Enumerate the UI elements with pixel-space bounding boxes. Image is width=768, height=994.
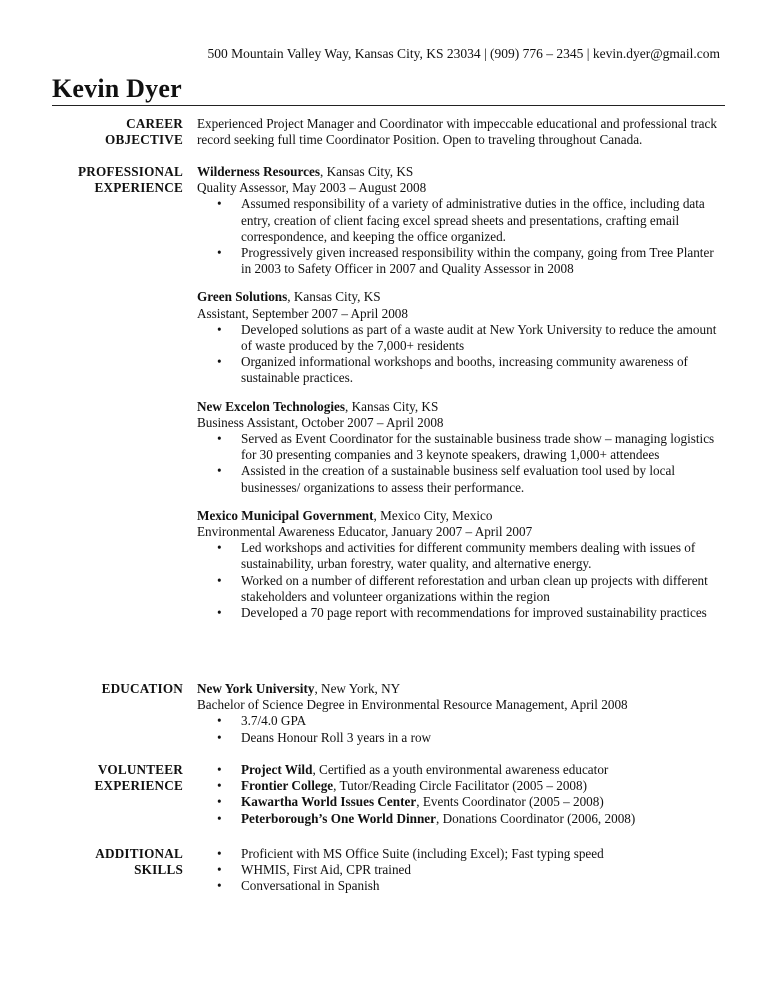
job-org: Green Solutions xyxy=(197,289,288,305)
skills-list xyxy=(197,846,723,895)
bullet-icon: • xyxy=(217,729,222,745)
list-item xyxy=(197,605,723,621)
skills-label-line1: ADDITIONAL xyxy=(95,846,183,861)
header-divider xyxy=(52,105,725,106)
bullet-icon: • xyxy=(217,540,222,556)
bullet-icon: • xyxy=(217,354,222,370)
bullet-icon: • xyxy=(217,778,222,794)
bullet-icon: • xyxy=(217,713,222,729)
job-heading xyxy=(197,164,723,180)
job-role: Environmental Awareness Educator, January 2007 – April 2007 xyxy=(197,524,533,540)
school-heading xyxy=(197,681,723,697)
list-item xyxy=(197,878,723,894)
job-bullets xyxy=(197,196,723,277)
experience-label-line2: EXPERIENCE xyxy=(94,180,183,195)
education-section xyxy=(197,681,723,746)
volunteer-detail: , Donations Coordinator (2006, 2008) xyxy=(436,810,636,826)
skills-label-line2: SKILLS xyxy=(134,862,183,877)
education-label xyxy=(40,681,183,697)
candidate-name: Kevin Dyer xyxy=(52,74,182,103)
job-heading xyxy=(197,399,723,415)
experience-section xyxy=(197,164,723,621)
job-location: , Kansas City, KS xyxy=(287,289,381,305)
job-location: , Kansas City, KS xyxy=(319,164,414,179)
bullet-text: Progressively given increased responsibility within the company, going from Tree Planter in 2003 to Safety Officer in 2007 and Quality Assessor in 2008 xyxy=(241,245,714,277)
list-item xyxy=(197,196,723,245)
job-bullets xyxy=(197,431,723,496)
job-org: Wilderness Resources xyxy=(197,164,320,179)
volunteer-org: Frontier College xyxy=(241,778,334,794)
volunteer-detail: , Events Coordinator (2005 – 2008) xyxy=(416,794,604,810)
objective-section xyxy=(197,116,723,148)
list-item xyxy=(197,778,723,794)
job-org: Mexico Municipal Government xyxy=(197,507,374,523)
bullet-icon: • xyxy=(217,794,222,810)
job-role: Business Assistant, October 2007 – April 2008 xyxy=(197,414,444,430)
volunteer-list xyxy=(197,762,723,827)
job-entry xyxy=(197,399,723,496)
volunteer-section xyxy=(197,762,723,827)
bullet-icon: • xyxy=(217,605,222,621)
list-item xyxy=(197,354,723,386)
list-item xyxy=(197,846,723,862)
objective-label-line2: OBJECTIVE xyxy=(104,132,183,147)
bullet-icon: • xyxy=(217,572,222,588)
job-entry xyxy=(197,508,723,621)
school-name: New York University xyxy=(197,681,315,696)
objective-text: Experienced Project Manager and Coordinator with impeccable educational and professional track record seeking full time Coordinator Position. Open to traveling throughout Canada. xyxy=(197,116,717,148)
list-item xyxy=(197,463,723,495)
bullet-icon: • xyxy=(217,810,222,826)
job-role: Quality Assessor, May 2003 – August 2008 xyxy=(197,180,427,196)
bullet-text: Deans Honour Roll 3 years in a row xyxy=(241,729,432,745)
list-item xyxy=(197,573,723,605)
job-bullets xyxy=(197,322,723,387)
volunteer-org: Kawartha World Issues Center xyxy=(241,794,417,810)
job-location: , Mexico City, Mexico xyxy=(373,507,493,523)
bullet-text: Served as Event Coordinator for the sustainable business trade show – managing logistics for 30 presenting companies and 3 keynote speakers, drawing 1,000+ attendees xyxy=(241,431,715,463)
bullet-text: Conversational in Spanish xyxy=(241,878,380,894)
bullet-icon: • xyxy=(217,878,222,894)
bullet-text: Led workshops and activities for different community members dealing with issues of sustainability, urban forestry, water quality, and alternative energy. xyxy=(241,540,696,572)
list-item xyxy=(197,540,723,572)
bullet-icon: • xyxy=(217,463,222,479)
job-heading xyxy=(197,508,723,524)
volunteer-label-line1: VOLUNTEER xyxy=(97,762,183,777)
objective-label xyxy=(40,116,183,148)
job-bullets xyxy=(197,540,723,621)
volunteer-label xyxy=(40,762,183,794)
bullet-text: Developed a 70 page report with recommendations for improved sustainability practices xyxy=(241,605,707,621)
list-item xyxy=(197,245,723,277)
volunteer-detail: , Tutor/Reading Circle Facilitator (2005 – 2008) xyxy=(333,778,588,794)
education-label-text: EDUCATION xyxy=(101,681,183,696)
list-item xyxy=(197,730,723,746)
list-item xyxy=(197,322,723,354)
volunteer-label-line2: EXPERIENCE xyxy=(94,778,183,793)
bullet-text: WHMIS, First Aid, CPR trained xyxy=(241,862,411,878)
contact-line: 500 Mountain Valley Way, Kansas City, KS 23034 | (909) 776 – 2345 | kevin.dyer@gmail.com xyxy=(207,46,720,61)
job-heading xyxy=(197,289,723,305)
bullet-icon: • xyxy=(217,321,222,337)
volunteer-detail: , Certified as a youth environmental awareness educator xyxy=(312,762,609,777)
volunteer-org: Project Wild xyxy=(241,762,313,777)
bullet-text: Worked on a number of different reforestation and urban clean up projects with different stakeholders and volunteer organizations within the region xyxy=(241,572,708,604)
skills-label xyxy=(40,846,183,878)
bullet-icon: • xyxy=(217,762,222,777)
bullet-text: Proficient with MS Office Suite (including Excel); Fast typing speed xyxy=(241,846,604,861)
bullet-text: 3.7/4.0 GPA xyxy=(241,713,307,729)
job-org: New Excelon Technologies xyxy=(197,398,345,414)
bullet-text: Organized informational workshops and booths, increasing community awareness of sustainable practices. xyxy=(241,354,688,386)
objective-label-line1: CAREER xyxy=(126,116,183,131)
bullet-text: Assisted in the creation of a sustainable business self evaluation tool used by local businesses/ organizations to assess their performance. xyxy=(241,463,675,495)
degree: Bachelor of Science Degree in Environmental Resource Management, April 2008 xyxy=(197,697,628,713)
education-bullets xyxy=(197,713,723,745)
list-item xyxy=(197,431,723,463)
school-location: , New York, NY xyxy=(314,681,401,696)
bullet-text: Developed solutions as part of a waste audit at New York University to reduce the amount of waste produced by the 7,000+ residents xyxy=(241,321,717,354)
bullet-icon: • xyxy=(217,846,222,861)
list-item xyxy=(197,862,723,878)
job-entry xyxy=(197,164,723,277)
bullet-icon: • xyxy=(217,245,222,261)
skills-section xyxy=(197,846,723,895)
list-item xyxy=(197,794,723,810)
list-item xyxy=(197,811,723,827)
list-item xyxy=(197,713,723,729)
list-item xyxy=(197,762,723,778)
job-location: , Kansas City, KS xyxy=(345,398,439,414)
job-entry xyxy=(197,289,723,386)
bullet-icon: • xyxy=(217,862,222,878)
bullet-text: Assumed responsibility of a variety of administrative duties in the office, including data entry, creation of client facing excel spread sheets and presentations, crafting email correspondence, and keeping the office organized. xyxy=(241,196,705,244)
volunteer-org: Peterborough’s One World Dinner xyxy=(241,810,437,826)
experience-label xyxy=(40,164,183,196)
bullet-icon: • xyxy=(217,431,222,447)
job-role: Assistant, September 2007 – April 2008 xyxy=(197,305,408,321)
experience-label-line1: PROFESSIONAL xyxy=(78,164,183,179)
bullet-icon: • xyxy=(217,196,222,212)
